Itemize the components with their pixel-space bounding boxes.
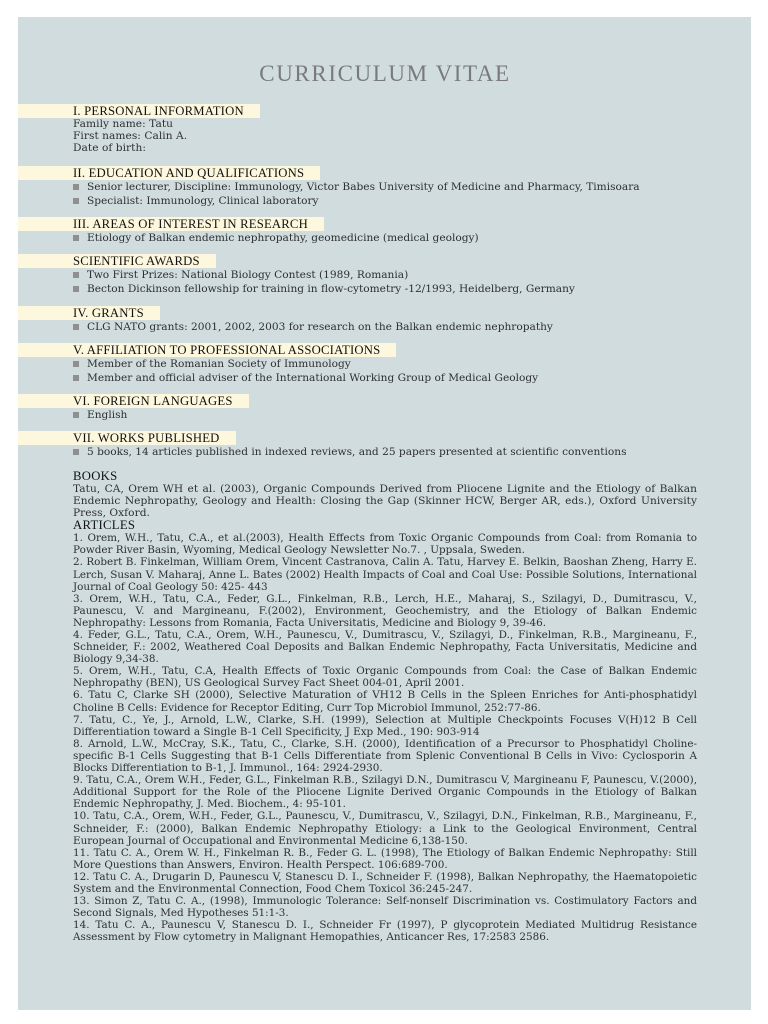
books-block <box>73 470 697 520</box>
section-heading: VII. WORKS PUBLISHED <box>18 431 697 445</box>
article-entry: 8. Arnold, L.W., McCray, S.K., Tatu, C., Clarke, S.H. (2000), Identification of a Precursor to Phosphatidyl Choline-specific B-1 Cells Suggesting that B-1 Cells Differentiate from Splenic Conventional B Cells in Vivo: Cyclosporin A Blocks Differentiation to B-1, J. Immunol., 164: 2924-2930. <box>73 737 697 775</box>
article-entry: 13. Simon Z, Tatu C. A., (1998), Immunologic Tolerance: Self-nonself Discrimination vs. Costimulatory Factors and Second Signals, Med Hypotheses 51:1-3. <box>73 895 697 920</box>
bullet-square-icon <box>73 361 79 367</box>
date-of-birth: Date of birth: <box>73 142 146 155</box>
page-title: CURRICULUM VITAE <box>259 61 511 86</box>
section-heading: II. EDUCATION AND QUALIFICATIONS <box>18 166 697 180</box>
bullet-square-icon <box>73 375 79 381</box>
bullet-square-icon <box>73 449 79 455</box>
section-heading: VI. FOREIGN LANGUAGES <box>18 394 697 408</box>
section-affiliation <box>73 343 697 385</box>
bullet-square-icon <box>73 324 79 330</box>
bullet-square-icon <box>73 272 79 278</box>
list-item: CLG NATO grants: 2001, 2002, 2003 for research on the Balkan endemic nephropathy <box>73 320 697 334</box>
first-names: First names: Calin A. <box>73 130 188 143</box>
books-heading: BOOKS <box>73 468 118 483</box>
cv-page <box>18 17 751 1010</box>
section-works <box>73 431 697 459</box>
family-name: Family name: Tatu <box>73 118 173 130</box>
section-heading: III. AREAS OF INTEREST IN RESEARCH <box>18 217 697 231</box>
article-entry: 11. Tatu C. A., Orem W. H., Finkelman R. B., Feder G. L. (1998), The Etiology of Balkan Endemic Nephropathy: Still More Questions than Answers, Environ. Health Perspect. 106:689-700. <box>73 846 697 871</box>
article-entry: 7. Tatu, C., Ye, J., Arnold, L.W., Clarke, S.H. (1999), Selection at Multiple Checkpoints Focuses V(H)12 B Cell Differentiation toward a Single B-1 Cell Specificity, J Exp Med., 190: 903-914 <box>73 713 697 738</box>
list-item: Senior lecturer, Discipline: Immunology, Victor Babes University of Medicine and Pharmacy, Timisoara <box>73 180 697 194</box>
bullet-square-icon <box>73 235 79 241</box>
bullet-square-icon <box>73 184 79 190</box>
section-personal <box>73 104 697 155</box>
section-heading: V. AFFILIATION TO PROFESSIONAL ASSOCIATIONS <box>18 343 697 357</box>
list-item: Two First Prizes: National Biology Contest (1989, Romania) <box>73 268 697 282</box>
articles-block <box>73 519 697 943</box>
list-item: Etiology of Balkan endemic nephropathy, geomedicine (medical geology) <box>73 231 697 245</box>
article-entry: 6. Tatu C, Clarke SH (2000), Selective Maturation of VH12 B Cells in the Spleen Enriches for Anti-phosphatidyl Choline B Cells: Evidence for Receptor Editing, Curr Top Microbiol Immunol, 252:77-86. <box>73 689 697 714</box>
list-item: 5 books, 14 articles published in indexed reviews, and 25 papers presented at scientific conventions <box>73 445 697 459</box>
article-entry: 5. Orem, W.H., Tatu, C.A, Health Effects of Toxic Organic Compounds from Coal: the Case of Balkan Endemic Nephropathy (BEN), US Geological Survey Fact Sheet 004-01, April 2001. <box>73 665 697 690</box>
section-grants <box>73 306 697 334</box>
article-entry: 3. Orem, W.H., Tatu, C.A., Feder, G.L., Finkelman, R.B., Lerch, H.E., Maharaj, S., Szilagyi, D., Dumitrascu, V., Paunescu, V. and Margineanu, F.(2002), Environment, Geochemistry, and the Etiology of Balkan Endemic Nephropathy: Lessons from Romania, Facta Universitatis, Medicine and Biology 9, 39-46. <box>73 592 697 629</box>
article-entry: 4. Feder, G.L., Tatu, C.A., Orem, W.H., Paunescu, V., Dumitrascu, V., Szilagyi, D., Finkelman, R.B., Margineanu, F., Schneider, F.: 2002, Weathered Coal Deposits and Balkan Endemic Nephropathy, Facta Universitatis, Medicine and Biology 9,34-38. <box>73 629 697 666</box>
article-entry: 12. Tatu C. A., Drugarin D, Paunescu V, Stanescu D. I., Schneider F. (1998), Balkan Nephropathy, the Haematopoietic System and the Environmental Connection, Food Chem Toxicol 36:245-247. <box>73 870 697 895</box>
bullet-square-icon <box>73 286 79 292</box>
section-heading: SCIENTIFIC AWARDS <box>18 254 697 268</box>
section-heading: I. PERSONAL INFORMATION <box>18 104 697 118</box>
article-entry: 14. Tatu C. A., Paunescu V, Stanescu D. I., Schneider Fr (1997), P glycoprotein Mediated Multidrug Resistance Assessment by Flow cytometry in Malignant Hemopathies, Anticancer Res, 17:2583 2586. <box>73 919 697 944</box>
articles-heading: ARTICLES <box>73 518 136 533</box>
article-entry: 1. Orem, W.H., Tatu, C.A., et al.(2003), Health Effects from Toxic Organic Compounds from Coal: from Romania to Powder River Basin, Wyoming, Medical Geology Newsletter No.7. , Uppsala, Sweden. <box>73 532 697 557</box>
book-entry: Tatu, CA, Orem WH et al. (2003), Organic Compounds Derived from Pliocene Lignite and the Etiology of Balkan Endemic Nephropathy, Geology and Health: Closing the Gap (Skinner HCW, Berger AR, eds.), Oxford University Press, Oxford. <box>73 482 697 520</box>
list-item: Specialist: Immunology, Clinical laboratory <box>73 194 697 208</box>
bullet-square-icon <box>73 198 79 204</box>
article-entry: 10. Tatu, C.A., Orem, W.H., Feder, G.L., Paunescu, V., Dumitrascu, V., Szilagyi, D.N., Finkelman, R.B., Margineanu, F., Schneider, F.: (2000), Balkan Endemic Nephropathy Etiology: a Link to the Geological Environment, Central European Journal of Occupational and Environmental Medicine 6,138-150. <box>73 810 697 847</box>
article-entry: 9. Tatu, C.A., Orem W.H., Feder, G.L., Finkelman R.B., Szilagyi D.N., Dumitrascu V, Margineanu F, Paunescu, V.(2000), Additional Support for the Role of the Pliocene Lignite Derived Organic Compounds in the Etiology of Balkan Endemic Nephropathy, J. Med. Biochem., 4: 95-101. <box>73 774 697 811</box>
article-entry: 2. Robert B. Finkelman, William Orem, Vincent Castranova, Calin A. Tatu, Harvey E. Belkin, Baoshan Zheng, Harry E. Lerch, Susan V. Maharaj, Anne L. Bates (2002) Health Impacts of Coal and Coal Use: Possible Solutions, International Journal of Coal Geology 50: 425- 443 <box>73 556 697 593</box>
list-item: Member and official adviser of the International Working Group of Medical Geology <box>73 371 697 385</box>
list-item: Member of the Romanian Society of Immunology <box>73 357 697 371</box>
bullet-square-icon <box>73 412 79 418</box>
section-heading: IV. GRANTS <box>18 306 697 320</box>
section-awards <box>73 254 697 296</box>
list-item: Becton Dickinson fellowship for training in flow-cytometry -12/1993, Heidelberg, Germany <box>73 282 697 296</box>
list-item: English <box>73 408 697 422</box>
section-languages <box>73 394 697 422</box>
section-interest <box>73 217 697 245</box>
section-education <box>73 166 697 208</box>
